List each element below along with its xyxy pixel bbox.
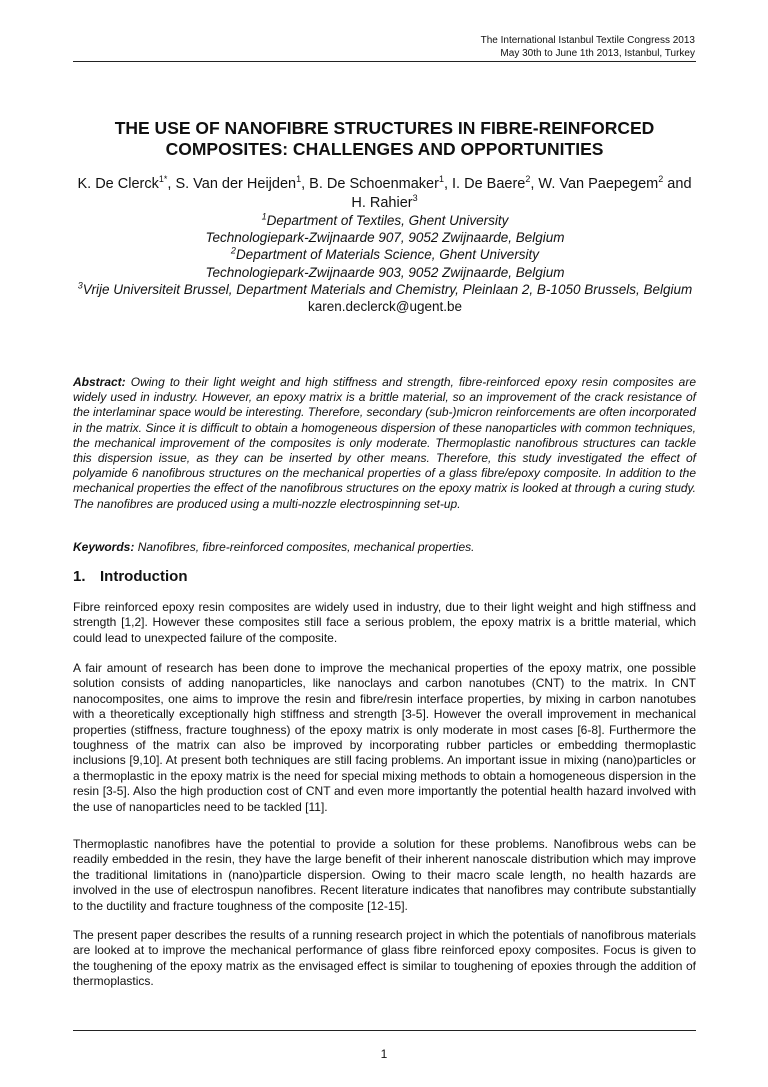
affiliation-marker: 1 — [261, 211, 267, 222]
section-title-text: Introduction — [100, 568, 188, 585]
affiliation-1 — [60, 212, 710, 229]
title-line-1: THE USE OF NANOFIBRE STRUCTURES IN FIBRE-REINFORCED — [114, 118, 655, 138]
author-affiliation-marker: 1 — [296, 174, 302, 185]
author-list — [73, 175, 696, 213]
section-heading — [73, 568, 187, 586]
footer-rule — [73, 1030, 696, 1031]
author-affiliation-marker: 3 — [412, 193, 418, 204]
conference-date-location: May 30th to June 1th 2013, Istanbul, Turkey — [500, 47, 695, 59]
affiliation-marker: 2 — [230, 245, 236, 256]
title-line-2: COMPOSITES: CHALLENGES AND OPPORTUNITIES — [165, 139, 604, 159]
keywords-text: Nanofibres, fibre-reinforced composites, mechanical properties. — [134, 540, 475, 554]
body-paragraph: Fibre reinforced epoxy resin composites are widely used in industry, due to their light weight and high stiffness and strength [1,2]. However these composites still face a serious problem, the epoxy matrix is a brittle material, which could lead to unexpected failure of the composite. — [73, 600, 696, 645]
keywords-label: Keywords: — [73, 540, 135, 554]
author-name: and H. Rahier — [351, 176, 692, 211]
section-number: 1. — [73, 568, 86, 585]
conference-name: The International Istanbul Textile Congress 2013 — [480, 35, 695, 46]
page-number: 1 — [380, 1047, 388, 1061]
author-affiliation-marker: 2 — [525, 174, 531, 185]
header-rule — [73, 61, 696, 62]
author-name: , B. De Schoenmaker — [301, 176, 439, 192]
author-name: , W. Van Paepegem — [530, 176, 659, 192]
affiliation-2-address: Technologiepark-Zwijnaarde 903, 9052 Zwijnaarde, Belgium — [205, 264, 565, 280]
contact-email: karen.declerck@ugent.be — [307, 299, 463, 315]
author-affiliation-marker: 1* — [158, 174, 168, 185]
affiliation-text: Vrije Universiteit Brussel, Department Materials and Chemistry, Pleinlaan 2, B-1050 Brussels, Belgium — [82, 281, 693, 297]
affiliation-1-address: Technologiepark-Zwijnaarde 907, 9052 Zwijnaarde, Belgium — [205, 230, 565, 246]
body-paragraph: The present paper describes the results of a running research project in which the potentials of nanofibrous materials are looked at to improve the mechanical performance of glass fibre reinforced epoxy composites. Focus is given to the toughening of the epoxy matrix as the envisaged effect is similar to toughening of epoxies through the addition of thermoplastics. — [73, 928, 696, 989]
body-paragraph: A fair amount of research has been done to improve the mechanical properties of the epoxy matrix, one possible solution consists of adding nanoparticles, like nanoclays and carbon nanotubes (CNT) to the matrix. In CNT nanocomposites, one aims to improve the resin and fibre/resin interface properties, by mixing in carbon nanotubes with a theoretically exceptionally high stiffness and strength [3-5]. However the overall improvement in mechanical properties (stiffness, fracture toughness) of the epoxy matrix is only moderate in most cases [6-8]. Furthermore the toughness of the matrix can also be improved by incorporating rubber particles or embedding thermoplastic inclusions [9,10]. At present both techniques are still facing problems. An important issue in mixing (nano)particles or a thermoplastic in the epoxy matrix is the need for special mixing methods to obtain a homogeneous dispersion in the resin [3-5]. Also the high production cost of CNT and even more importantly the potential health hazard involved with the use of nanoparticles need to be tackled [11]. — [73, 661, 696, 814]
abstract-text: Owing to their light weight and high stiffness and strength, fibre-reinforced epoxy resin composites are widely used in industry. However, an epoxy matrix is a brittle material, so an improvement of the crack resistance of the interlaminar space would be interesting. Therefore, secondary (sub-)micron reinforcements are often incorporated in the matrix. Since it is difficult to obtain a homogeneous dispersion of these nanoparticles with common techniques, the mechanical improvement of the composites is only moderate. Thermoplastic nanofibrous structures can tackle this dispersion issue, as they can be inserted by other means. Therefore, this study investigated the effect of polyamide 6 nanofibrous structures on the mechanical properties of a glass fibre/epoxy composite. In addition to the mechanical properties the effect of the nanofibrous structures on the epoxy matrix is looked at through a curing study. The nanofibres are produced using a multi-nozzle electrospinning set-up. — [73, 375, 696, 511]
affiliation-text: Department of Materials Science, Ghent University — [235, 247, 540, 263]
affiliation-text: Department of Textiles, Ghent University — [266, 213, 509, 228]
conference-header — [481, 35, 695, 60]
affiliations — [60, 212, 710, 315]
body-paragraph: Thermoplastic nanofibres have the potential to provide a solution for these problems. Nanofibrous webs can be readily embedded in the resin, they have the large benefit of their inherent nanoscale distribution which may improve the traditional limitations in (nano)particle dispersion. Owing to their macro scale length, no health hazards are involved in the use of electrospun nanofibres. Recent literature indicates that nanofibres may contribute substantially to the ductility and fracture toughness of the composite [12-15]. — [73, 837, 696, 913]
affiliation-marker: 3 — [77, 280, 83, 291]
author-affiliation-marker: 2 — [658, 174, 664, 185]
keywords — [73, 540, 696, 555]
author-name: K. De Clerck — [77, 176, 159, 192]
author-name: , I. De Baere — [443, 176, 526, 192]
author-affiliation-marker: 1 — [438, 174, 444, 185]
affiliation-3 — [60, 281, 710, 298]
abstract-label: Abstract: — [73, 375, 126, 389]
paper-title — [73, 118, 696, 160]
author-name: , S. Van der Heijden — [167, 176, 297, 192]
abstract — [73, 375, 696, 512]
affiliation-2 — [60, 246, 710, 263]
